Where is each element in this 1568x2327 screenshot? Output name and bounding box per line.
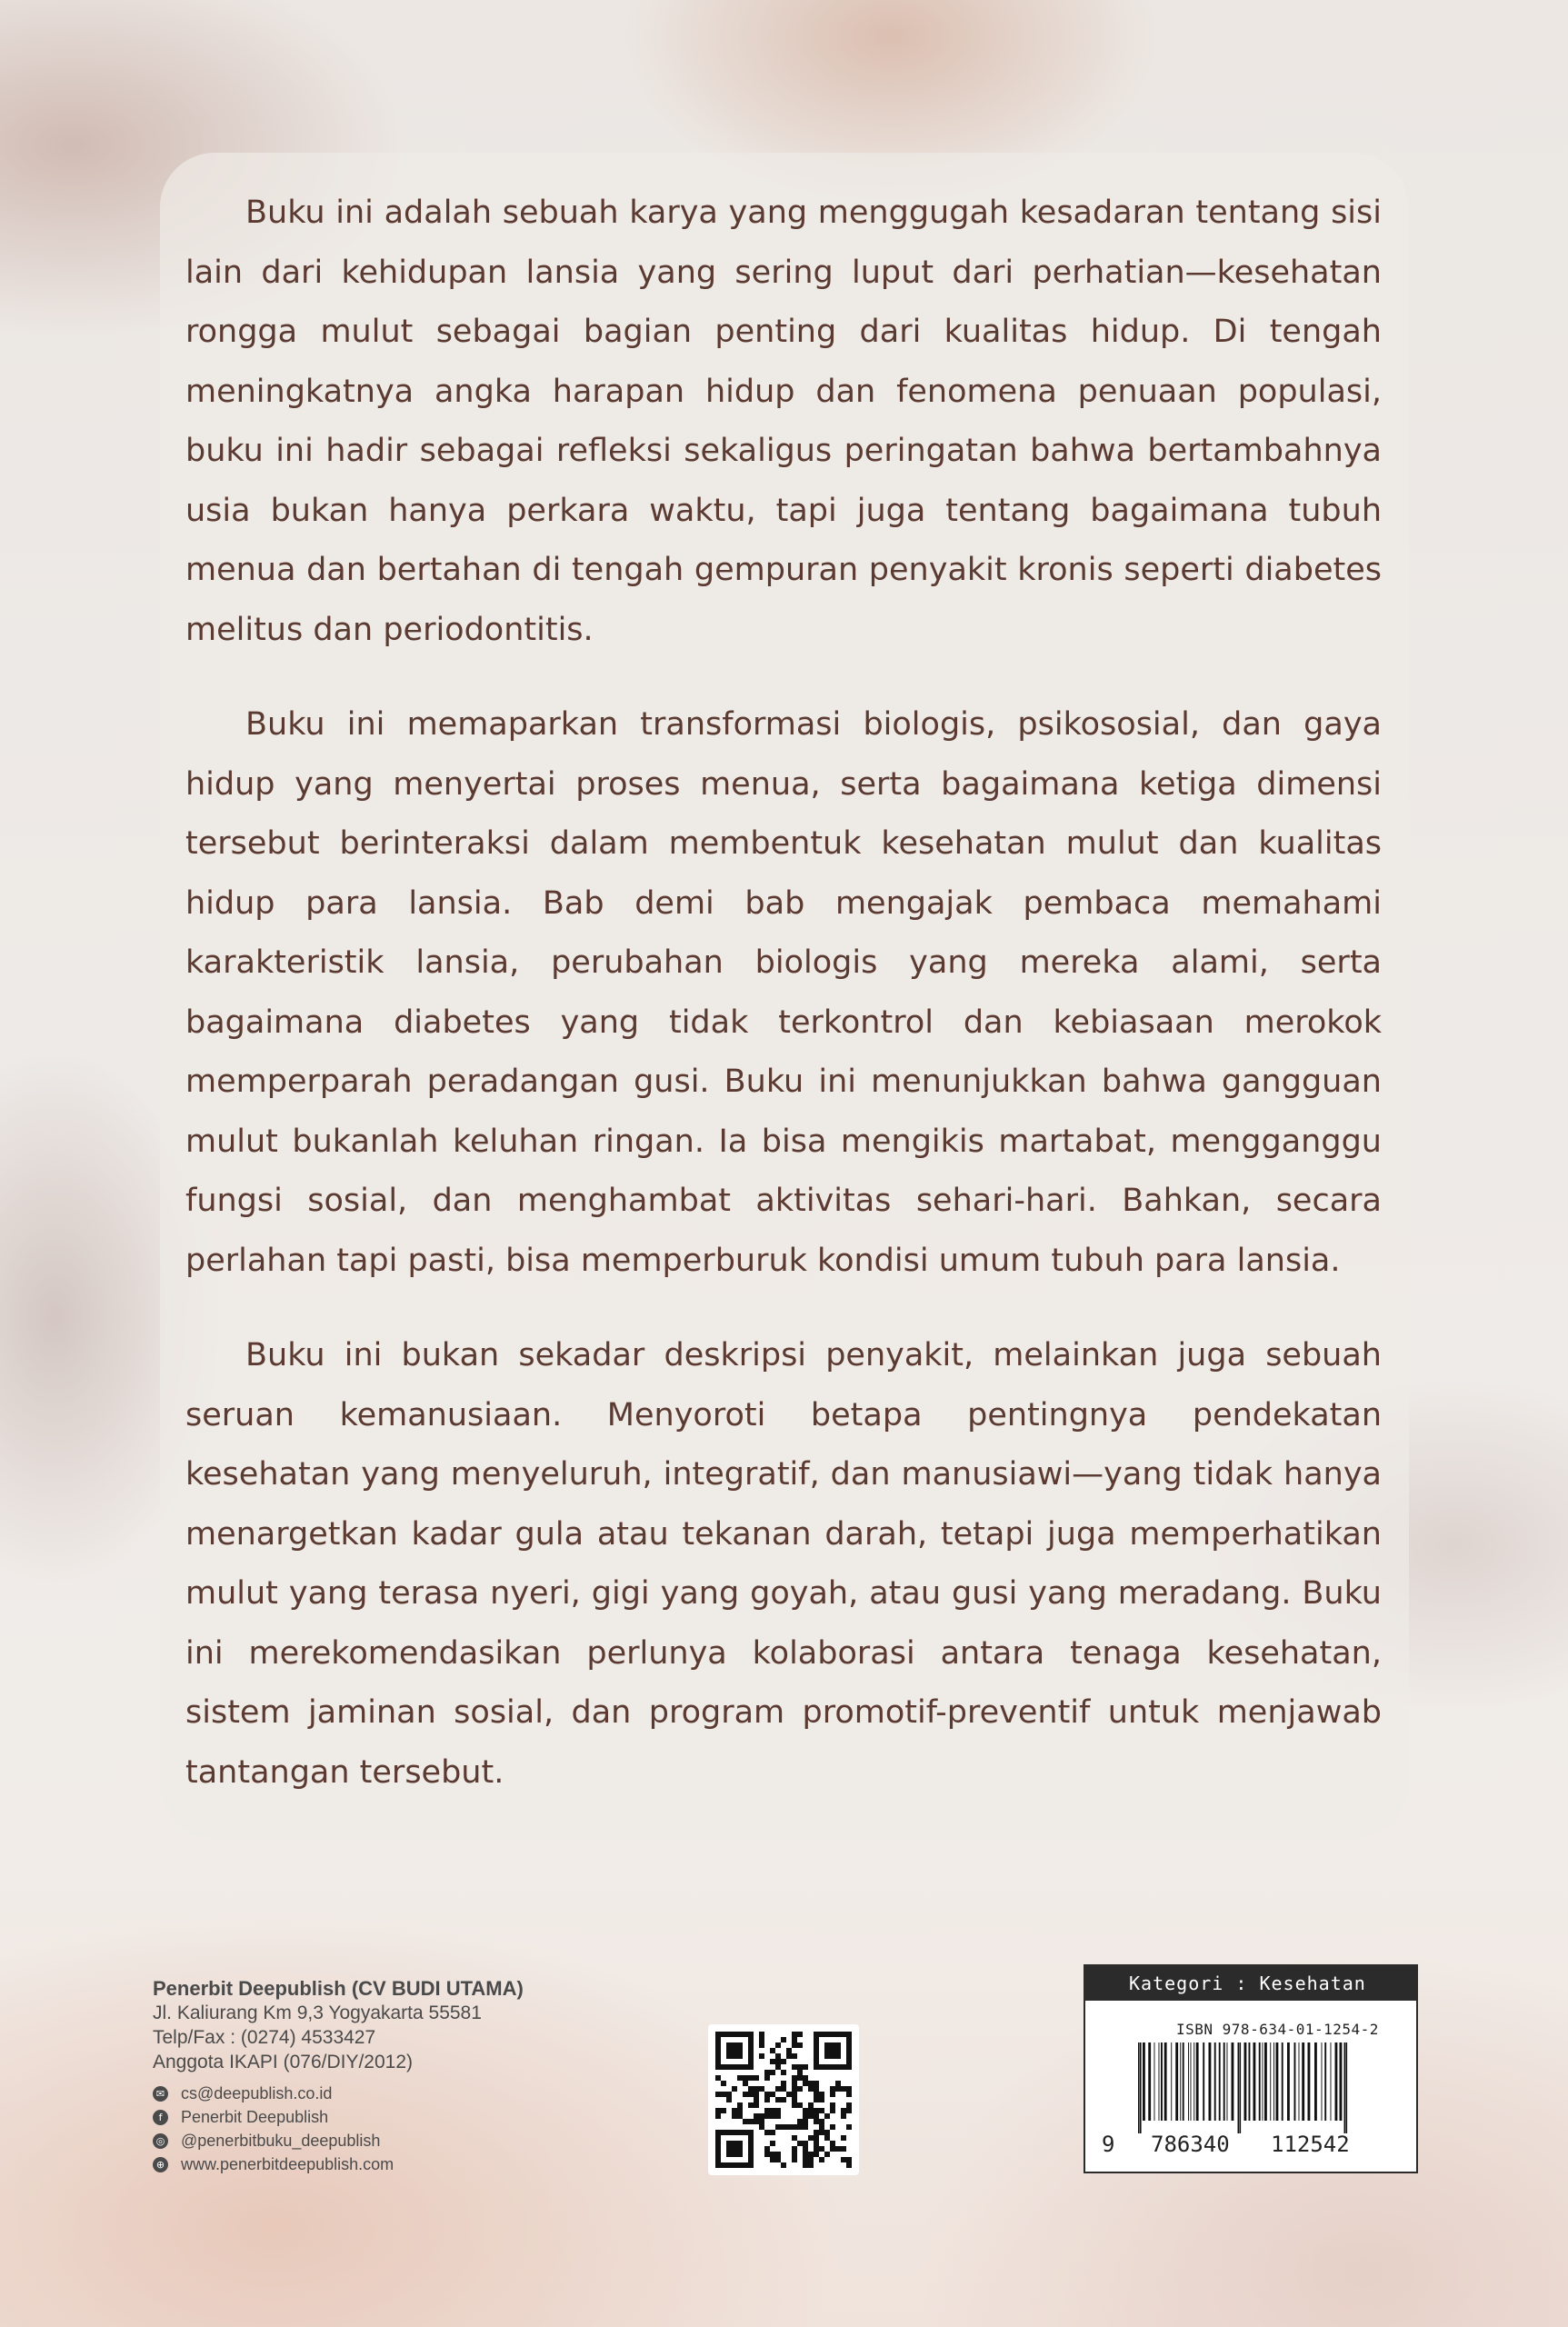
contact-website [153, 2152, 662, 2176]
synopsis-paragraph-1: Buku ini adalah sebuah karya yang menggugah kesadaran tentang sisi lain dari kehidupan lansia yang sering luput dari perhatian—kesehatan rongga mulut sebagai bagian penting dari kualitas hidup. Di tengah meningkatnya angka harapan hidup dan fenomena penuaan populasi, buku ini hadir sebagai refleksi sekaligus peringatan bahwa bertambahnya usia bukan hanya perkara waktu, tapi juga tentang bagaimana tubuh menua dan bertahan di tengah gempuran penyakit kronis seperti diabetes melitus dan periodontitis. [185, 195, 1382, 648]
contact-website-text: www.penerbitdeepublish.com [181, 2155, 394, 2173]
synopsis-paragraph-3: Buku ini bukan sekadar deskripsi penyakit, melainkan juga sebuah seruan kemanusiaan. Menyoroti betapa pentingnya pendekatan kesehatan yang menyeluruh, integratif, dan manusiawi—yang tidak hanya menargetkan kadar gula atau tekanan darah, tetapi juga memperhatikan mulut yang terasa nyeri, gigi yang goyah, atau gusi yang meradang. Buku ini merekomendasikan perlunya kolaborasi antara tenaga kesehatan, sistem jaminan sosial, dan program promotif-preventif untuk menjawab tantangan tersebut. [185, 1337, 1382, 1791]
barcode [1134, 2042, 1371, 2133]
contact-email [153, 2082, 662, 2105]
publisher-membership: Anggota IKAPI (076/DIY/2012) [153, 2052, 414, 2072]
contact-instagram [153, 2129, 662, 2152]
contact-email-text: cs@deepublish.co.id [181, 2084, 333, 2102]
instagram-icon: ◎ [153, 2133, 168, 2149]
contact-instagram-text: @penerbitbuku_deepublish [181, 2132, 381, 2150]
synopsis-panel [160, 153, 1409, 1839]
isbn-box [1084, 1964, 1418, 2173]
barcode-first-digit: 9 [1102, 2132, 1115, 2157]
contact-facebook-text: Penerbit Deepublish [181, 2108, 329, 2126]
qr-code [708, 2024, 859, 2175]
email-icon: ✉ [153, 2086, 168, 2102]
publisher-info [153, 1976, 662, 2176]
facebook-icon: f [153, 2110, 168, 2125]
barcode-right-digits: 112542 [1271, 2132, 1350, 2157]
globe-icon: ⊕ [153, 2157, 168, 2172]
publisher-address: Jl. Kaliurang Km 9,3 Yogyakarta 55581 [153, 2002, 482, 2023]
isbn-number: ISBN 978-634-01-1254-2 [1176, 2021, 1379, 2038]
publisher-name: Penerbit Deepublish (CV BUDI UTAMA) [153, 1977, 524, 2000]
contact-facebook [153, 2105, 662, 2129]
synopsis-paragraph-2: Buku ini memaparkan transformasi biologis, psikososial, dan gaya hidup yang menyertai proses menua, serta bagaimana ketiga dimensi tersebut berinteraksi dalam membentuk kesehatan mulut dan kualitas hidup para lansia. Bab demi bab mengajak pembaca memahami karakteristik lansia, perubahan biologis yang mereka alami, serta bagaimana diabetes yang tidak terkontrol dan kebiasaan merokok memperparah peradangan gusi. Buku ini menunjukkan bahwa gangguan mulut bukanlah keluhan ringan. Ia bisa mengikis martabat, mengganggu fungsi sosial, dan menghambat aktivitas sehari-hari. Bahkan, secara perlahan tapi pasti, bisa memperburuk kondisi umum tubuh para lansia. [185, 706, 1382, 1279]
publisher-phone: Telp/Fax : (0274) 4533427 [153, 2027, 376, 2048]
qr-code-graphic [708, 2024, 859, 2175]
publisher-contacts [153, 2082, 662, 2176]
barcode-left-digits: 786340 [1151, 2132, 1230, 2157]
category-label: Kategori : Kesehatan [1085, 1966, 1416, 2001]
